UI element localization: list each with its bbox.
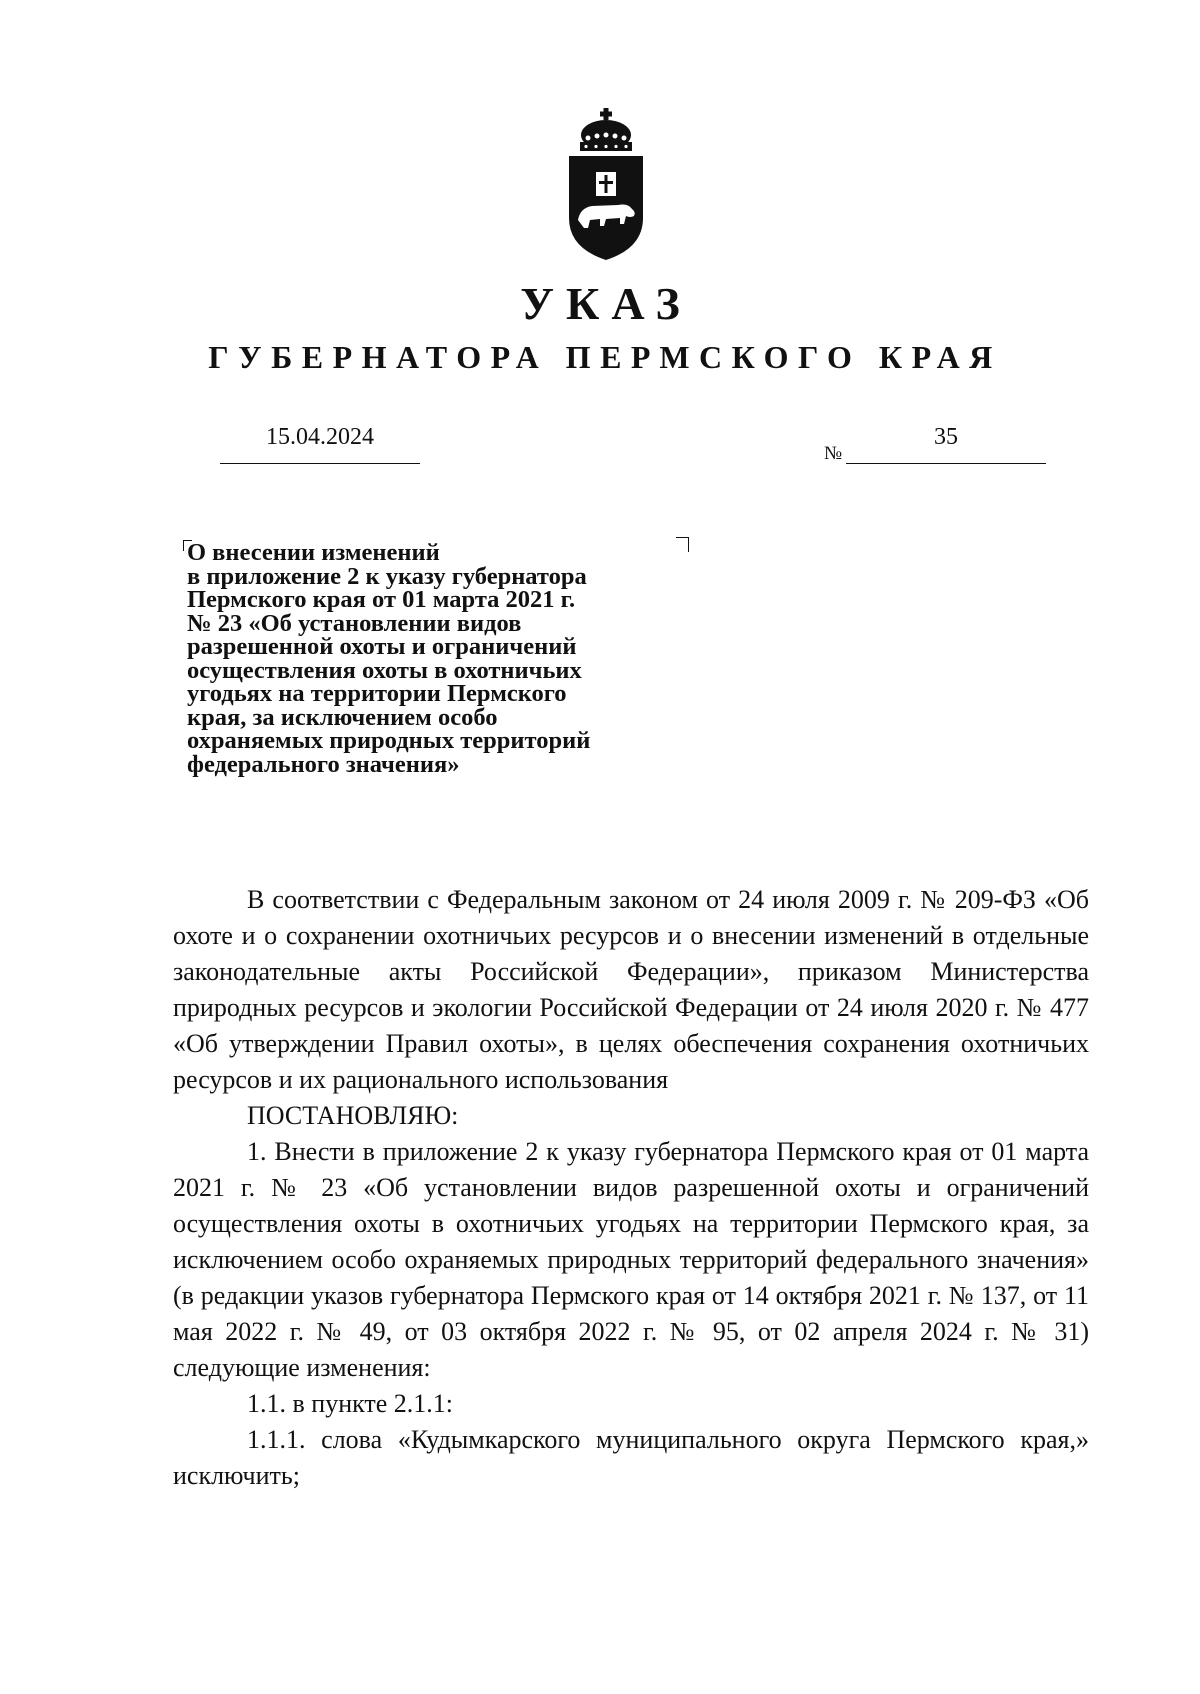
- heading-line: № 23 «Об установлении видов: [187, 609, 522, 637]
- document-number: 35: [934, 424, 958, 450]
- heading-line: угодьях на территории Пермского: [187, 680, 567, 707]
- document-date: 15.04.2024: [266, 424, 374, 450]
- item-1-paragraph: 1. Внести в приложение 2 к указу губернатора Пермского края от 01 марта 2021 г. № 23 «Об установлении видов разрешенной охоты и ограничений осуществления охоты в охотничьих угодьях на территории Пермского края, за исключением особо охраняемых природных территорий федерального значения» (в редакции указов губернатора Пермского края от 14 октября 2021 г. № 137, от 11 мая 2022 г. № 49, от 03 октября 2022 г. № 95, от 02 апреля 2024 г. № 31) следующие изменения:: [173, 1137, 1089, 1382]
- document-subtitle: ГУБЕРНАТОРА ПЕРМСКОГО КРАЯ: [208, 339, 1002, 375]
- heading-line: федерального значения»: [187, 750, 460, 778]
- heading-line: в приложение 2 к указу губернатора: [187, 562, 587, 590]
- heading-line: разрешенной охоты и ограничений: [187, 633, 577, 660]
- document-title: УКАЗ: [520, 278, 692, 329]
- heading-line: Пермского края от 01 марта 2021 г.: [187, 586, 576, 613]
- heading-line: охраняемых природных территорий: [187, 727, 591, 754]
- number-sign: №: [824, 443, 843, 464]
- item-1-1-1-paragraph: 1.1.1. слова «Кудымкарского муниципального округа Пермского края,» исключить;: [173, 1425, 1089, 1490]
- heading-line: осуществления охоты в охотничьих: [187, 656, 582, 684]
- item-1-1-paragraph: 1.1. в пункте 2.1.1:: [247, 1389, 454, 1418]
- preamble-paragraph: В соответствии с Федеральным законом от 24 июля 2009 г. № 209-ФЗ «Об охоте и о сохранении охотничьих ресурсов и о внесении изменений в отдельные законодательные акты Российской Федерации», приказом Министерства природных ресурсов и экологии Российской Федерации от 24 июля 2020 г. № 477 «Об утверждении Правил охоты», в целях обеспечения сохранения охотничьих ресурсов и их рационального использования: [173, 885, 1089, 1094]
- heading-line: края, за исключением особо: [187, 703, 498, 731]
- number-underline: [846, 463, 1046, 464]
- document-heading: [187, 541, 687, 776]
- date-underline: [220, 463, 420, 464]
- document-body: [173, 882, 1089, 1494]
- decree-word: ПОСТАНОВЛЯЮ:: [247, 1101, 459, 1130]
- coat-of-arms-icon: [566, 108, 646, 260]
- heading-line: О внесении изменений: [187, 539, 440, 566]
